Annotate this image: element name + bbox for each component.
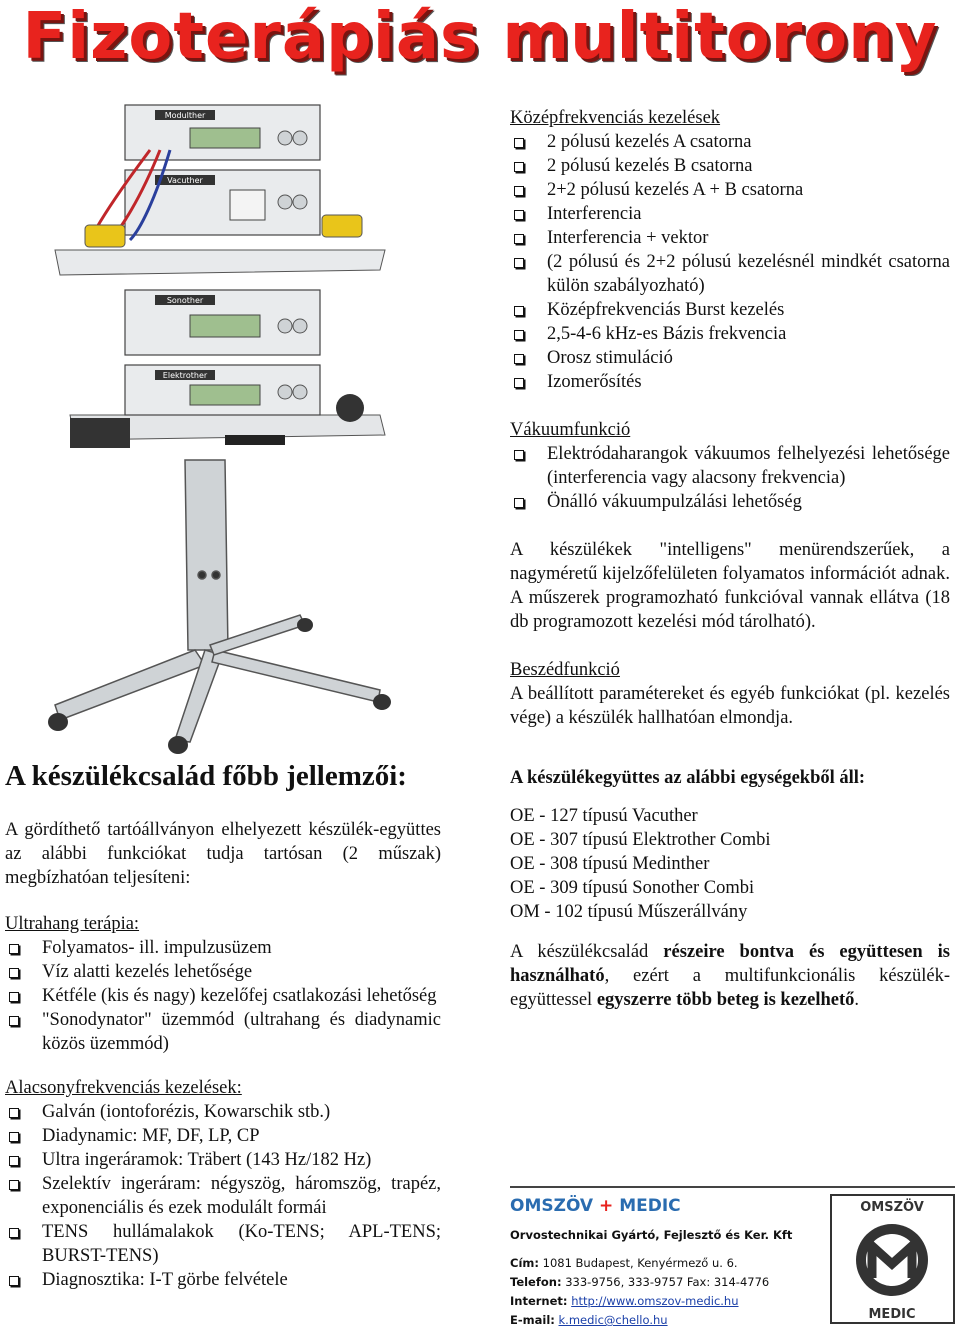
- device-label-0: Modulther: [164, 111, 206, 120]
- closing-paragraph: [510, 940, 950, 1012]
- page-title: Fizoterápiás multitorony: [22, 0, 938, 74]
- left-column: [5, 818, 441, 1292]
- footer-divider: [510, 1186, 955, 1188]
- list-item: Víz alatti kezelés lehetősége: [5, 960, 441, 984]
- list-item: Önálló vákuumpulzálási lehetőség: [510, 490, 950, 514]
- brand-left: OMSZÖV: [510, 1196, 594, 1216]
- unit-item: OE - 309 típusú Sonother Combi: [510, 878, 755, 898]
- smart-paragraph: A készülékek "intelligens" menürendszerűek, a nagyméretű kijelzőfelületen folyamatos információt adnak. A műszerek programozható funkcióval vannak ellátva (18 db programozott kezelési mód tárolható).: [510, 540, 950, 632]
- lowfreq-list: [5, 1100, 441, 1292]
- website-link[interactable]: http://www.omszov-medic.hu: [571, 1294, 739, 1308]
- upper-shelf: [55, 250, 385, 275]
- email-label: E-mail:: [510, 1313, 555, 1327]
- list-item: (2 pólusú és 2+2 pólusú kezelésnél mindkét csatorna külön szabályozható): [510, 250, 950, 298]
- list-item: TENS hullámalakok (Ko-TENS; APL-TENS; BURST-TENS): [5, 1220, 441, 1268]
- closing-text-3: .: [854, 990, 860, 1010]
- device-label-2: Sonother: [166, 296, 204, 305]
- ultrasound-list: [5, 936, 441, 1056]
- list-item: 2 pólusú kezelés A csatorna: [510, 130, 950, 154]
- list-item: Orosz stimuláció: [510, 346, 950, 370]
- device-label-3: Elektrother: [162, 371, 208, 380]
- list-item: Folyamatos- ill. impulzusüzem: [5, 936, 441, 960]
- list-item: Galván (iontoforézis, Kowarschik stb.): [5, 1100, 441, 1124]
- speech-paragraph: A beállított paramétereket és egyéb funkciókat (pl. kezelés vége) a készülék hallhatóan elmondja.: [510, 684, 950, 728]
- list-item: Ultra ingeráramok: Träbert (143 Hz/182 Hz): [5, 1148, 441, 1172]
- units-heading: A készülékegyüttes az alábbi egységekből áll:: [510, 768, 866, 788]
- closing-bold-2: egyszerre több beteg is kezelhető: [596, 990, 855, 1010]
- speech-heading: Beszédfunkció: [510, 660, 620, 680]
- phone-value: 333-9756, 333-9757 Fax: 314-4776: [565, 1275, 770, 1289]
- list-item: Diagnosztika: I-T görbe felvétele: [5, 1268, 441, 1292]
- web-label: Internet:: [510, 1294, 568, 1308]
- brand-plus: +: [599, 1196, 614, 1216]
- closing-text-1: A készülékcsalád: [510, 942, 664, 962]
- address-value: 1081 Budapest, Kenyérmező u. 6.: [542, 1256, 738, 1270]
- list-item: "Sonodynator" üzemmód (ultrahang és diadynamic közös üzemmód): [5, 1008, 441, 1056]
- stand: [55, 460, 380, 742]
- right-column: [510, 106, 950, 1012]
- unit-item: OE - 308 típusú Medinther: [510, 854, 710, 874]
- list-item: Izomerősítés: [510, 370, 950, 394]
- vacuum-heading: Vákuumfunkció: [510, 420, 631, 440]
- midfreq-heading: Középfrekvenciás kezelések: [510, 108, 721, 128]
- list-item: Középfrekvenciás Burst kezelés: [510, 298, 950, 322]
- device-label-1: Vacuther: [167, 176, 203, 185]
- features-heading: A készülékcsalád főbb jellemzői:: [5, 760, 407, 792]
- list-item: 2+2 pólusú kezelés A + B csatorna: [510, 178, 950, 202]
- unit-item: OE - 127 típusú Vacuther: [510, 806, 698, 826]
- vacuum-list: [510, 442, 950, 514]
- logo-bottom-text: MEDIC: [868, 1307, 916, 1322]
- list-item: Diadynamic: MF, DF, LP, CP: [5, 1124, 441, 1148]
- list-item: 2 pólusú kezelés B csatorna: [510, 154, 950, 178]
- address-label: Cím:: [510, 1256, 539, 1270]
- ultrasound-heading: Ultrahang terápia:: [5, 914, 140, 934]
- list-item: Szelektív ingeráram: négyszög, háromszög, trapéz, exponenciális és ezek modulált formái: [5, 1172, 441, 1220]
- midfreq-list: [510, 130, 950, 394]
- unit-item: OE - 307 típusú Elektrother Combi: [510, 830, 771, 850]
- lowfreq-heading: Alacsonyfrekvenciás kezelések:: [5, 1078, 242, 1098]
- list-item: Interferencia + vektor: [510, 226, 950, 250]
- brand-name: [510, 1196, 681, 1216]
- contact-block: [510, 1254, 769, 1330]
- list-item: Kétféle (kis és nagy) kezelőfej csatlakozási lehetőség: [5, 984, 441, 1008]
- device-tower-illustration: [0, 90, 500, 760]
- closing-text-2: , ezért a multifunkcionális készülék-együttessel: [510, 966, 950, 1010]
- intro-paragraph: A gördíthető tartóállványon elhelyezett készülék-együttes az alábbi funkciókat tudja tartósan (2 műszak) megbízhatóan teljesíteni:: [5, 820, 441, 888]
- unit-item: OM - 102 típusú Műszerállvány: [510, 902, 748, 922]
- omszov-medic-logo: [830, 1194, 955, 1324]
- closing-bold-1: részeire bontva és együttesen is használható: [510, 942, 950, 986]
- phone-label: Telefon:: [510, 1275, 562, 1289]
- list-item: Interferencia: [510, 202, 950, 226]
- list-item: 2,5-4-6 kHz-es Bázis frekvencia: [510, 322, 950, 346]
- logo-top-text: OMSZÖV: [860, 1200, 924, 1215]
- company-name: Orvostechnikai Gyártó, Fejlesztő és Ker. Kft: [510, 1228, 793, 1242]
- list-item: Elektródaharangok vákuumos felhelyezési lehetősége (interferencia vagy alacsony frekvencia): [510, 442, 950, 490]
- brand-right: MEDIC: [619, 1196, 681, 1216]
- email-link[interactable]: k.medic@chello.hu: [558, 1313, 668, 1327]
- company-footer: [510, 1186, 955, 1326]
